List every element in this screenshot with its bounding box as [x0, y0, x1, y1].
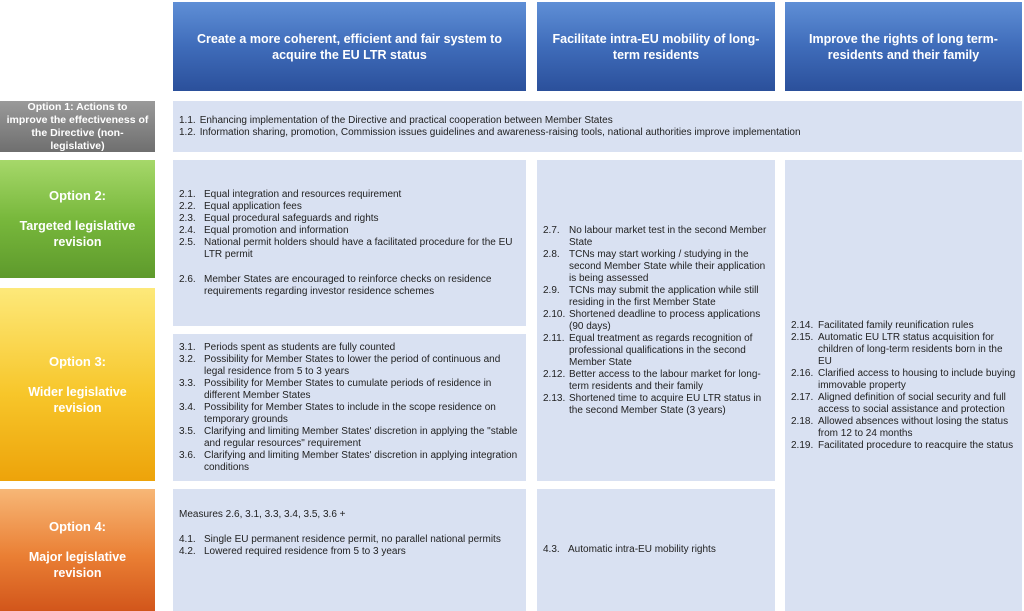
measure-text: Better access to the labour market for long-term residents and their family: [569, 368, 761, 392]
measure-2-18: [791, 416, 1018, 440]
option3-col1-box: [173, 334, 526, 481]
measure-num: 1.2.: [179, 126, 196, 138]
measure-2-13: [543, 393, 771, 417]
measure-num: 2.19.: [791, 439, 814, 451]
measure-2-17: [791, 392, 1018, 416]
measure-text: Enhancing implementation of the Directive and practical cooperation between Member States: [199, 114, 613, 126]
option4-intro: Measures 2.6, 3.1, 3.3, 3.4, 3.5, 3.6 +: [179, 509, 346, 520]
measure-text: No labour market test in the second Member State: [569, 224, 767, 248]
measure-num: 3.6.: [179, 449, 196, 461]
measure-2-12: [543, 369, 771, 393]
option4-label: [0, 489, 155, 611]
measure-2-3: [179, 213, 520, 225]
header-rights-text: Improve the rights of long term-residents and their family: [809, 31, 998, 62]
measure-2-9: [543, 285, 771, 309]
measure-3-2: [179, 354, 520, 378]
measure-text: Equal application fees: [204, 200, 302, 212]
option3-title: Option 3:: [48, 353, 107, 369]
option1-label: [0, 101, 155, 152]
measure-text: Facilitated procedure to reacquire the status: [818, 439, 1014, 451]
measure-text: Clarifying and limiting Member States' discretion in applying the "stable and regular resources" requirement: [204, 425, 518, 449]
measure-num: 2.4.: [179, 224, 196, 236]
measure-2-15: [791, 332, 1018, 368]
col3-rights-box: [785, 160, 1022, 611]
measure-num: 2.9.: [543, 284, 560, 296]
measure-2-7: [543, 225, 771, 249]
measure-num: 3.1.: [179, 341, 196, 353]
measure-num: 2.17.: [791, 391, 814, 403]
measure-2-8: [543, 249, 771, 285]
header-intra-eu-mobility-text: Facilitate intra-EU mobility of long-term residents: [552, 31, 760, 62]
measure-num: 2.13.: [543, 392, 566, 404]
measure-text: Clarifying and limiting Member States' discretion in applying integration conditions: [204, 449, 518, 473]
measure-num: 2.7.: [543, 224, 560, 236]
option4-subtitle: Major legislative revision: [28, 550, 127, 580]
measure-text: Equal procedural safeguards and rights: [204, 212, 379, 224]
measure-num: 3.2.: [179, 353, 196, 365]
option3-subtitle: Wider legislative revision: [28, 384, 127, 415]
measure-num: 3.5.: [179, 425, 196, 437]
measure-2-1: [179, 189, 520, 201]
measure-2-5: [179, 237, 520, 261]
measure-3-3: [179, 378, 520, 402]
measure-num: 4.1.: [179, 534, 196, 545]
measure-num: 2.15.: [791, 331, 814, 343]
measure-num: 2.16.: [791, 367, 814, 379]
measure-3-1: [179, 342, 520, 354]
measure-text: National permit holders should have a facilitated procedure for the EU LTR permit: [204, 236, 513, 260]
option1-label-text: Option 1: Actions to improve the effectiveness of the Directive (non-legislative): [6, 100, 149, 152]
measure-3-4: [179, 402, 520, 426]
option4-title: Option 4:: [48, 519, 107, 534]
measure-num: 2.11.: [543, 332, 565, 344]
measure-num: 2.18.: [791, 415, 814, 427]
measure-text: TCNs may start working / studying in the second Member State while their application is being assessed: [569, 248, 766, 284]
measure-2-16: [791, 368, 1018, 392]
option23-col2-box: [537, 160, 775, 481]
measure-text: Equal treatment as regards recognition of professional qualifications in the second Member State: [569, 332, 753, 368]
measure-num: 2.5.: [179, 236, 196, 248]
measure-text: Automatic intra-EU mobility rights: [568, 544, 716, 555]
measure-text: Member States are encouraged to reinforce checks on residence requirements regarding investor residence schemes: [204, 273, 492, 297]
option2-col1-box: [173, 160, 526, 326]
header-ltr-status: [173, 2, 526, 91]
option1-measures-box: [173, 101, 1022, 152]
measure-2-4: [179, 225, 520, 237]
measure-text: Periods spent as students are fully counted: [204, 341, 396, 353]
measure-text: Possibility for Member States to include in the scope residence on temporary grounds: [204, 401, 496, 425]
measure-text: TCNs may submit the application while still residing in the first Member State: [569, 284, 759, 308]
measure-num: 2.14.: [791, 319, 814, 331]
option3-label: [0, 288, 155, 481]
measure-4-3: [543, 544, 769, 556]
option4-col2-box: [537, 489, 775, 611]
measure-1-1: [179, 115, 1016, 127]
header-ltr-status-text: Create a more coherent, efficient and fair system to acquire the EU LTR status: [197, 31, 502, 62]
measure-num: 1.1.: [179, 114, 196, 126]
measure-2-2: [179, 201, 520, 213]
measure-text: Lowered required residence from 5 to 3 years: [204, 546, 406, 557]
measure-2-6: [179, 274, 520, 298]
measure-text: Automatic EU LTR status acquisition for children of long-term residents born in the EU: [818, 331, 1003, 367]
measure-num: 2.2.: [179, 200, 196, 212]
measure-num: 2.8.: [543, 248, 560, 260]
measure-2-11: [543, 333, 771, 369]
measure-text: Shortened time to acquire EU LTR status in the second Member State (3 years): [569, 392, 762, 416]
measure-3-6: [179, 450, 520, 474]
measure-1-2: [179, 127, 1016, 139]
measure-num: 2.12.: [543, 368, 566, 380]
measure-text: Possibility for Member States to cumulate periods of residence in different Member States: [204, 377, 492, 401]
measure-text: Possibility for Member States to lower the period of continuous and legal residence from 5 to 3 years: [204, 353, 501, 377]
measure-text: Clarified access to housing to include buying immovable property: [818, 367, 1016, 391]
measure-3-5: [179, 426, 520, 450]
measure-num: 3.3.: [179, 377, 196, 389]
measure-text: Allowed absences without losing the status from 12 to 24 months: [818, 415, 1009, 439]
measure-text: Aligned definition of social security and full access to social assistance and protection: [818, 391, 1006, 415]
measure-num: 2.1.: [179, 188, 196, 200]
measure-text: Shortened deadline to process applications (90 days): [569, 308, 761, 332]
option2-subtitle: Targeted legislative revision: [19, 219, 136, 249]
measure-2-10: [543, 309, 771, 333]
measure-num: 2.6.: [179, 273, 196, 285]
measure-num: 4.2.: [179, 546, 196, 557]
measure-4-2: [179, 546, 520, 558]
header-intra-eu-mobility: [537, 2, 775, 91]
measure-num: 2.3.: [179, 212, 196, 224]
header-rights: [785, 2, 1022, 91]
measure-num: 2.10.: [543, 308, 566, 320]
measure-text: Information sharing, promotion, Commission issues guidelines and awareness-raising tools, national authorities improve implementation: [199, 126, 801, 138]
measure-text: Equal promotion and information: [204, 224, 349, 236]
measure-text: Equal integration and resources requirement: [204, 188, 402, 200]
option4-col1-box: [173, 489, 526, 611]
measure-num: 3.4.: [179, 401, 196, 413]
option2-label: [0, 160, 155, 278]
measure-4-1: [179, 534, 520, 546]
measure-2-14: [791, 320, 1018, 332]
measure-text: Single EU permanent residence permit, no parallel national permits: [204, 534, 501, 545]
measure-text: Facilitated family reunification rules: [818, 319, 974, 331]
measure-num: 4.3.: [543, 544, 560, 555]
option2-title: Option 2:: [48, 188, 107, 203]
measure-2-19: [791, 440, 1018, 452]
